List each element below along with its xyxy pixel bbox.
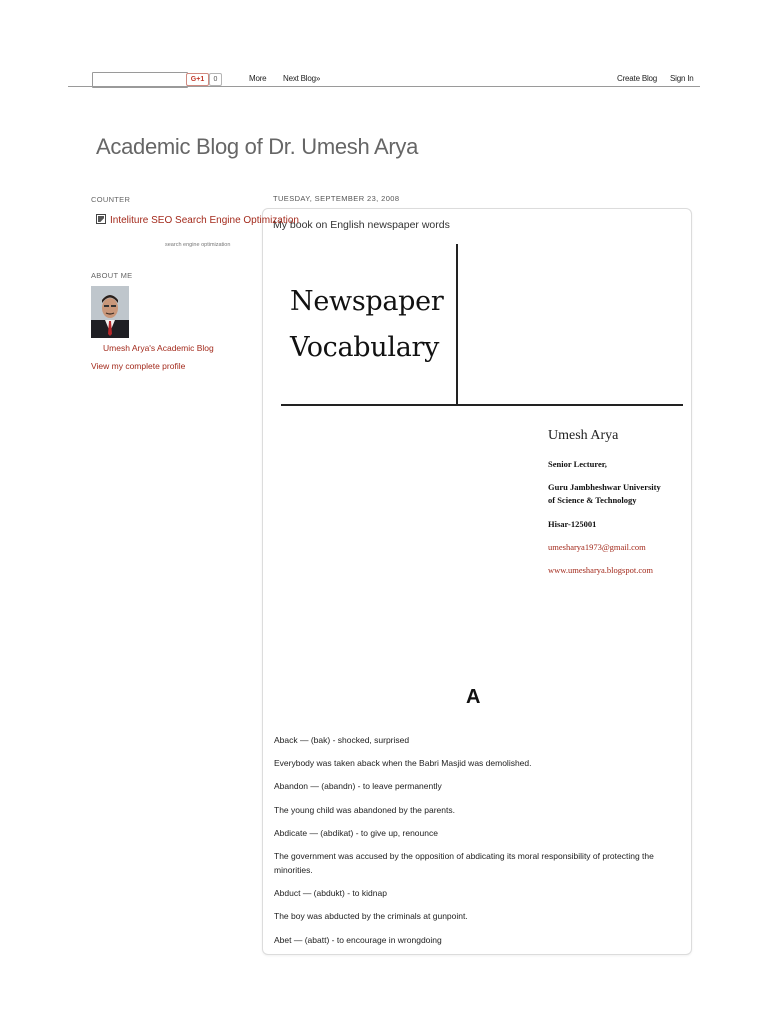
google-plus-count: 0 — [209, 73, 222, 86]
entry-word: Abandon — (abandn) - to leave permanently — [274, 781, 442, 791]
profile-photo-image — [91, 286, 129, 338]
post-container — [262, 208, 692, 955]
view-profile-link[interactable]: View my complete profile — [91, 361, 186, 371]
create-blog-link[interactable]: Create Blog — [617, 74, 658, 83]
entry-word: Abduct — (abdukt) - to kidnap — [274, 888, 387, 898]
entry-word: Abdicate — (abdikat) - to give up, renounce — [274, 828, 438, 838]
more-link[interactable]: More — [249, 74, 267, 83]
next-blog-link[interactable]: Next Blog» — [283, 74, 321, 83]
cover-website-link[interactable]: www.umesharya.blogspot.com — [548, 565, 653, 575]
cover-email-link[interactable]: umesharya1973@gmail.com — [548, 542, 646, 552]
cover-author: Umesh Arya — [548, 428, 619, 443]
cover-vertical-rule — [456, 244, 458, 404]
profile-name-link[interactable]: Umesh Arya's Academic Blog — [103, 343, 214, 353]
entry-word: Abet — (abatt) - to encourage in wrongdoing — [274, 935, 442, 945]
sign-in-link[interactable]: Sign In — [670, 74, 694, 83]
profile-photo[interactable] — [91, 286, 129, 338]
about-me-heading: ABOUT ME — [91, 271, 133, 280]
cover-horizontal-rule — [281, 404, 683, 406]
navbar-divider — [68, 86, 700, 87]
counter-heading: COUNTER — [91, 195, 131, 204]
cover-position: Senior Lecturer, — [548, 459, 607, 469]
entry-word: Aback — (bak) - shocked, surprised — [274, 735, 410, 745]
cover-title-line1: Newspaper — [290, 286, 444, 317]
counter-link-label[interactable]: Inteliture SEO Search Engine Optimization — [110, 215, 299, 226]
post-title: My book on English newspaper words — [273, 219, 450, 231]
cover-title-line2: Vocabulary — [290, 332, 440, 363]
section-letter: A — [466, 686, 481, 708]
entry-example: The boy was abducted by the criminals at gunpoint. — [274, 911, 468, 921]
post-date: TUESDAY, SEPTEMBER 23, 2008 — [273, 194, 400, 203]
cover-city: Hisar-125001 — [548, 519, 597, 529]
entry-example: The government was accused by the opposition of abdicating its moral responsibility of protecting the minorities. — [274, 851, 654, 875]
cover-university-line1: Guru Jambheshwar University — [548, 482, 661, 492]
entry-example: The young child was abandoned by the parents. — [274, 805, 455, 815]
cover-university-line2: of Science & Technology — [548, 495, 637, 505]
blog-title[interactable]: Academic Blog of Dr. Umesh Arya — [96, 134, 419, 159]
entry-example: Everybody was taken aback when the Babri Masjid was demolished. — [274, 758, 532, 768]
counter-link[interactable] — [96, 214, 299, 226]
broken-image-icon — [96, 214, 106, 224]
counter-subtext: search engine optimization — [165, 242, 231, 248]
google-plus-one-button[interactable]: G+1 — [186, 73, 209, 86]
